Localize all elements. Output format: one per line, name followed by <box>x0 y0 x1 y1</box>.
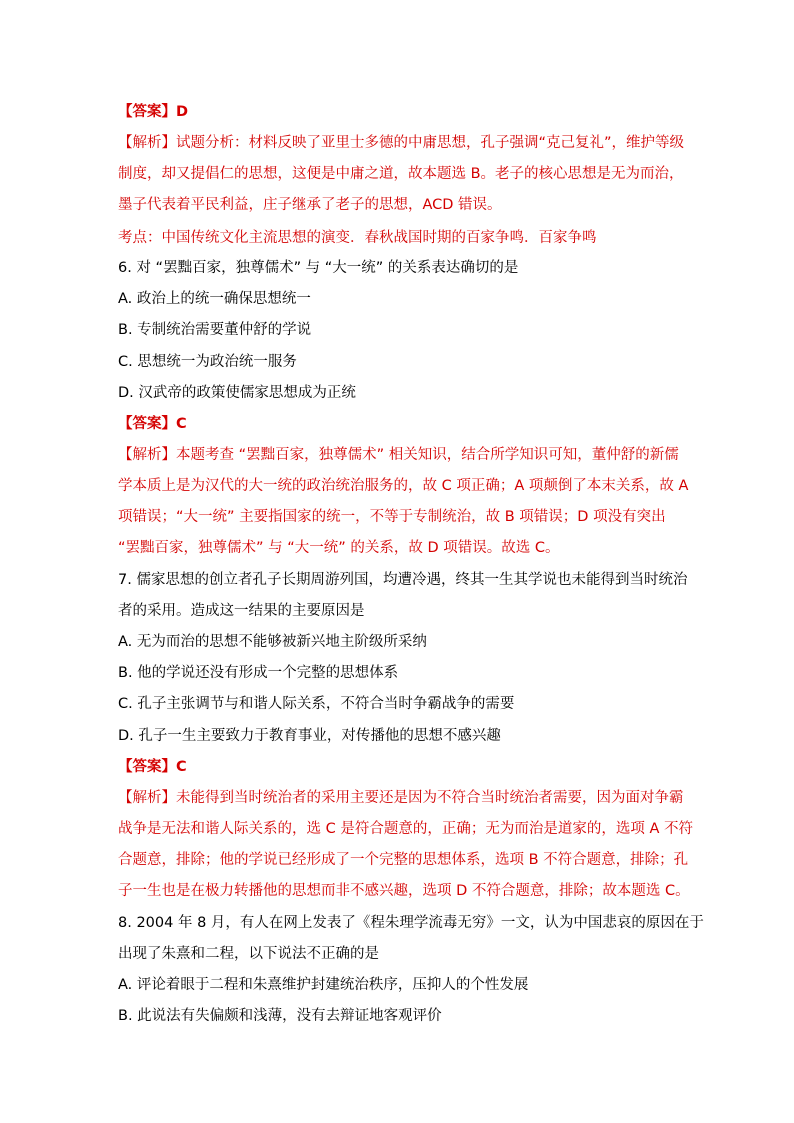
q6-analysis-line: 学本质上是为汉代的大一统的政治统治服务的，故 C 项正确；A 项颠倒了本末关系，故 A <box>118 478 689 494</box>
q7-answer: 【答案】C <box>118 759 187 775</box>
q7-stem-line: 者的采用。造成这一结果的主要原因是 <box>118 603 365 619</box>
q6-analysis-line: “罢黜百家，独尊儒术” 与 “大一统” 的关系，故 D 项错误。故选 C。 <box>118 540 560 556</box>
q7-analysis-line: 【解析】未能得到当时统治者的采用主要还是因为不符合当时统治者需要，因为面对争霸 <box>118 790 684 806</box>
q7-option-a: A. 无为而治的思想不能够被新兴地主阶级所采纳 <box>118 634 427 650</box>
q7-analysis-line: 战争是无法和谐人际关系的，选 C 是符合题意的，正确；无为而治是道家的，选项 A 不符 <box>118 821 693 837</box>
q8-stem-line: 8. 2004 年 8 月，有人在网上发表了《程朱理学流毒无穷》一文，认为中国悲哀的原因在于 <box>118 915 704 931</box>
q7-option-b: B. 他的学说还没有形成一个完整的思想体系 <box>118 665 399 681</box>
q6-option-c: C. 思想统一为政治统一服务 <box>118 354 297 370</box>
q6-stem: 6. 对 “罢黜百家，独尊儒术” 与 “大一统” 的关系表达确切的是 <box>118 260 519 276</box>
q7-stem-line: 7. 儒家思想的创立者孔子长期周游列国，均遭冷遇，终其一生其学说也未能得到当时统治 <box>118 572 688 588</box>
q6-analysis-line: 【解析】本题考查 “罢黜百家，独尊儒术” 相关知识，结合所学知识可知，董仲舒的新儒 <box>118 447 679 463</box>
q7-analysis-line: 子一生也是在极力转播他的思想而非不感兴趣，选项 D 不符合题意，排除；故本题选 C。 <box>118 883 690 899</box>
q7-option-c: C. 孔子主张调节与和谐人际关系，不符合当时争霸战争的需要 <box>118 696 515 712</box>
q6-option-a: A. 政治上的统一确保思想统一 <box>118 291 311 307</box>
q7-analysis-line: 合题意，排除；他的学说已经形成了一个完整的思想体系，选项 B 不符合题意，排除；孔 <box>118 852 689 868</box>
q6-analysis-line: 项错误；“大一统” 主要指国家的统一，不等于专制统治，故 B 项错误；D 项没有突出 <box>118 509 666 525</box>
q8-option-a: A. 评论着眼于二程和朱熹维护封建统治秩序，压抑人的个性发展 <box>118 977 529 993</box>
q8-stem-line: 出现了朱熹和二程，以下说法不正确的是 <box>118 946 379 962</box>
q8-option-b: B. 此说法有失偏颇和浅薄，没有去辩证地客观评价 <box>118 1008 442 1024</box>
q5-analysis-line: 【解析】试题分析：材料反映了亚里士多德的中庸思想，孔子强调“克己复礼”，维护等级 <box>118 135 685 151</box>
q7-option-d: D. 孔子一生主要致力于教育事业，对传播他的思想不感兴趣 <box>118 728 501 744</box>
q6-option-d: D. 汉武帝的政策使儒家思想成为正统 <box>118 385 356 401</box>
q5-answer: 【答案】D <box>118 104 189 120</box>
q6-option-b: B. 专制统治需要董仲舒的学说 <box>118 322 312 338</box>
q6-answer: 【答案】C <box>118 416 187 432</box>
q5-analysis-line: 墨子代表着平民利益，庄子继承了老子的思想，ACD 错误。 <box>118 197 502 213</box>
q5-analysis-line: 制度，却又提倡仁的思想，这便是中庸之道，故本题选 B。老子的核心思想是无为而治， <box>118 166 684 182</box>
q5-kaodian: 考点：中国传统文化主流思想的演变．春秋战国时期的百家争鸣．百家争鸣 <box>118 230 597 246</box>
